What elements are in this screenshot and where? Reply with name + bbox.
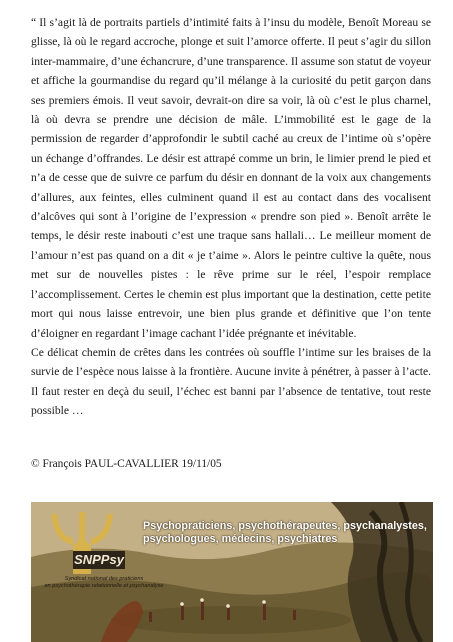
tagline-line-2: psychologues, médecins, psychiatres xyxy=(143,532,338,545)
essay-paragraph-2: Ce délicat chemin de crêtes dans les contrées où souffle l’intime sur les braises de la survie de l’espèce nous laisse à la frontière. Aucune invite à pénétrer, à passer à l’acte. Il faut rester en deçà du seuil, l’échec est banni par l’absence de tentative, tout reste possible … xyxy=(31,345,431,418)
snppsy-banner xyxy=(31,502,433,642)
syndicate-name xyxy=(39,576,169,589)
snppsy-logo-text: SNPPsy xyxy=(74,552,124,567)
syndicate-line-1: Syndicat national des praticiens xyxy=(64,576,144,582)
psi-logo-icon xyxy=(41,508,119,580)
essay-paragraph-1: “ Il s’agit là de portraits partiels d’intimité faits à l’insu du modèle, Benoît Moreau se glisse, là où le regard accroche, plonge et suit l’amorce offerte. Il peut s’agir du sillon inter-mammaire, d’une échancrure, d’une transparence. Il assume son statut de voyeur et affiche la gourmandise du regard qu’il mélange à la curiosité du petit garçon dans ses premiers émois. Il veut savoir, devrait-on dire sa voir, là où c’est le plus charnel, là où devra se prendre une décision de mâle. L’immobilité est le gage de la permission de regarder d’approfondir le subtil caché au creux de l’intime où s’opère un échange d’offrandes. Le désir est attrapé comme un brin, le limier prend le pied et n’a de cesse que de suivre ce parfum du désir en donnant de la voix aux changements d’allures, aux feintes, elles culminent quand il est au contact dans des vocalisent d’alcôves qui sont à l’origine de l’expression « prendre son pied ». Benoît arrête le temps, le désir reste inabouti c’est une traque sans hallali… Le meilleur moment de l’amour n’est pas quand on a dit « je t’aime ». Alors le peintre cultive la quête, nous met sur de nouvelles pistes : le rêve prime sur le réel, l’espoir remplace l’accomplissement. Certes le chemin est plus important que la destination, cette petite mort qui nous laisse entrevoir, une bien plus grande et définitive que l’on tente d’éloigner en regardant l’image cachant l’idée prégnante et inévitable. xyxy=(31,16,431,340)
syndicate-line-2: en psychothérapie relationnelle et psychanalyse xyxy=(44,582,164,589)
tagline-line-1: Psychopraticiens, psychothérapeutes, psychanalystes, xyxy=(143,520,427,532)
essay-text xyxy=(31,13,431,421)
professions-tagline xyxy=(143,520,428,546)
copyright-line: © François PAUL-CAVALLIER 19/11/05 xyxy=(31,458,222,470)
